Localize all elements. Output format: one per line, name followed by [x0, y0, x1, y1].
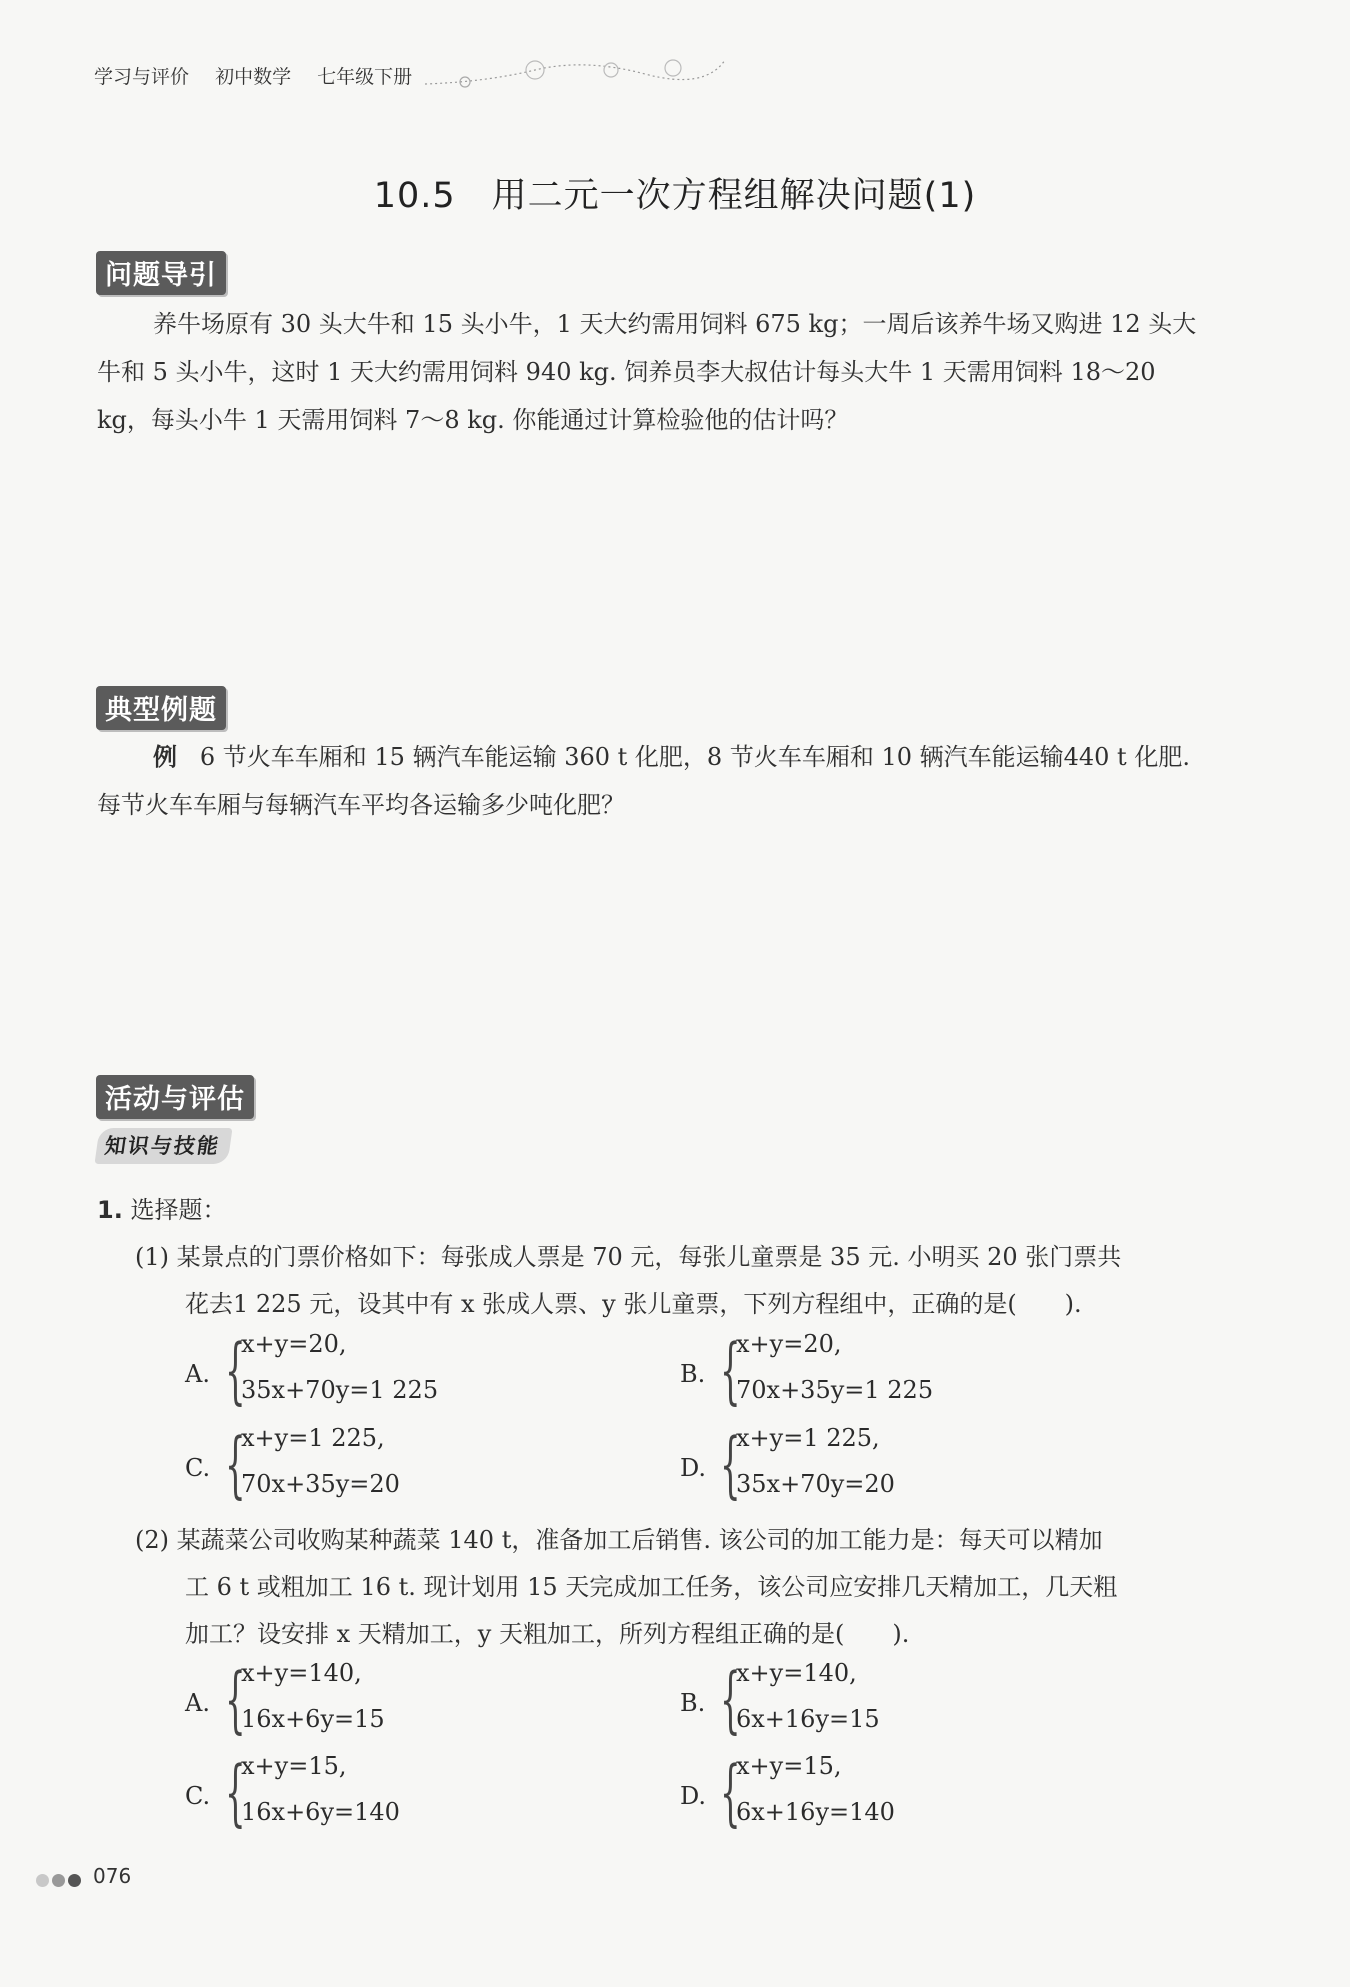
equation-1: x+y=20,	[241, 1330, 347, 1358]
equation-1: x+y=15,	[736, 1752, 842, 1780]
left-brace-icon: {	[720, 1422, 741, 1506]
q1-part1-option-b[interactable]	[680, 1330, 1000, 1422]
q1-part2-option-b[interactable]	[680, 1659, 1000, 1751]
option-letter: D.	[680, 1782, 707, 1810]
page-dots-icon	[36, 1872, 84, 1891]
equation-2: 16x+6y=140	[241, 1798, 400, 1826]
option-letter: C.	[185, 1454, 211, 1482]
equation-2: 35x+70y=20	[736, 1470, 895, 1498]
lesson-number: 10.5	[373, 176, 456, 216]
q1-part2-option-d[interactable]	[680, 1752, 1000, 1844]
equation-2: 6x+16y=140	[736, 1798, 895, 1826]
header-decoration	[425, 52, 725, 92]
section-tag-example: 典型例题	[96, 686, 226, 730]
q1-part1-option-c[interactable]	[185, 1424, 505, 1516]
question-1-number: 1.	[97, 1196, 123, 1224]
example-text: 6 节火车车厢和 15 辆汽车能运输 360 t 化肥，8 节火车车厢和 10 辆汽车能运输440 t 化肥. 每节火车车厢与每辆汽车平均各运输多少吨化肥？	[97, 743, 1190, 819]
header-subject: 初中数学	[215, 66, 292, 88]
header-book: 学习与评价	[94, 66, 190, 88]
left-brace-icon: {	[720, 1657, 741, 1741]
q1-part1-option-d[interactable]	[680, 1424, 1000, 1516]
option-letter: A.	[185, 1689, 210, 1717]
equation-2: 70x+35y=20	[241, 1470, 400, 1498]
example-label: 例	[153, 743, 177, 771]
left-brace-icon: {	[225, 1422, 246, 1506]
equation-1: x+y=20,	[736, 1330, 842, 1358]
section-tag-intro: 问题导引	[96, 251, 226, 295]
example-paragraph	[97, 733, 1207, 829]
q1-part2-option-a[interactable]	[185, 1659, 505, 1751]
dot-icon	[68, 1874, 81, 1887]
option-letter: D.	[680, 1454, 707, 1482]
option-letter: A.	[185, 1360, 210, 1388]
q1-part1-line2: 花去1 225 元，设其中有 x 张成人票、y 张儿童票，下列方程组中，正确的是( ).	[185, 1290, 1082, 1318]
page-number: 076	[93, 1864, 132, 1888]
equation-2: 35x+70y=1 225	[241, 1376, 439, 1404]
q1-part2-line2: 工 6 t 或粗加工 16 t. 现计划用 15 天完成加工任务，该公司应安排几天精加工，几天粗	[185, 1573, 1118, 1601]
option-letter: B.	[680, 1360, 706, 1388]
equation-2: 6x+16y=15	[736, 1705, 880, 1733]
left-brace-icon: {	[225, 1328, 246, 1412]
dot-icon	[52, 1874, 65, 1887]
option-letter: B.	[680, 1689, 706, 1717]
q1-part2-option-c[interactable]	[185, 1752, 505, 1844]
equation-1: x+y=1 225,	[736, 1424, 880, 1452]
header-grade: 七年级下册	[317, 66, 413, 88]
q1-part2-line1: (2) 某蔬菜公司收购某种蔬菜 140 t，准备加工后销售. 该公司的加工能力是：每天可以精加	[135, 1526, 1103, 1554]
question-1-heading	[97, 1190, 226, 1225]
question-1-label: 选择题：	[130, 1196, 227, 1224]
section-tag-activity: 活动与评估	[96, 1075, 254, 1119]
equation-1: x+y=1 225,	[241, 1424, 385, 1452]
section-subtag-skills: 知识与技能	[94, 1128, 232, 1164]
equation-1: x+y=140,	[736, 1659, 857, 1687]
option-letter: C.	[185, 1782, 211, 1810]
q1-part1-option-a[interactable]	[185, 1330, 505, 1422]
equation-1: x+y=140,	[241, 1659, 362, 1687]
equation-2: 70x+35y=1 225	[736, 1376, 934, 1404]
equation-2: 16x+6y=15	[241, 1705, 385, 1733]
q1-part2-line3: 加工？设安排 x 天精加工，y 天粗加工，所列方程组正确的是( ).	[185, 1620, 910, 1648]
running-header	[94, 62, 432, 89]
lesson-title-text: 用二元一次方程组解决问题(1)	[491, 176, 977, 216]
left-brace-icon: {	[720, 1750, 741, 1834]
intro-paragraph: 养牛场原有 30 头大牛和 15 头小牛，1 天大约需用饲料 675 kg；一周后该养牛场又购进 12 头大牛和 5 头小牛，这时 1 天大约需用饲料 940 kg. 饲养员李大叔估计每头大牛 1 天需用饲料 18～20 kg，每头小牛 1 天需用饲料 7～8 kg. 你能通过计算检验他的估计吗？	[97, 310, 1197, 434]
left-brace-icon: {	[720, 1328, 741, 1412]
dot-icon	[36, 1874, 49, 1887]
left-brace-icon: {	[225, 1657, 246, 1741]
q1-part1-line1: (1) 某景点的门票价格如下：每张成人票是 70 元，每张儿童票是 35 元. 小明买 20 张门票共	[135, 1243, 1122, 1271]
equation-1: x+y=15,	[241, 1752, 347, 1780]
left-brace-icon: {	[225, 1750, 246, 1834]
lesson-title	[0, 168, 1350, 218]
